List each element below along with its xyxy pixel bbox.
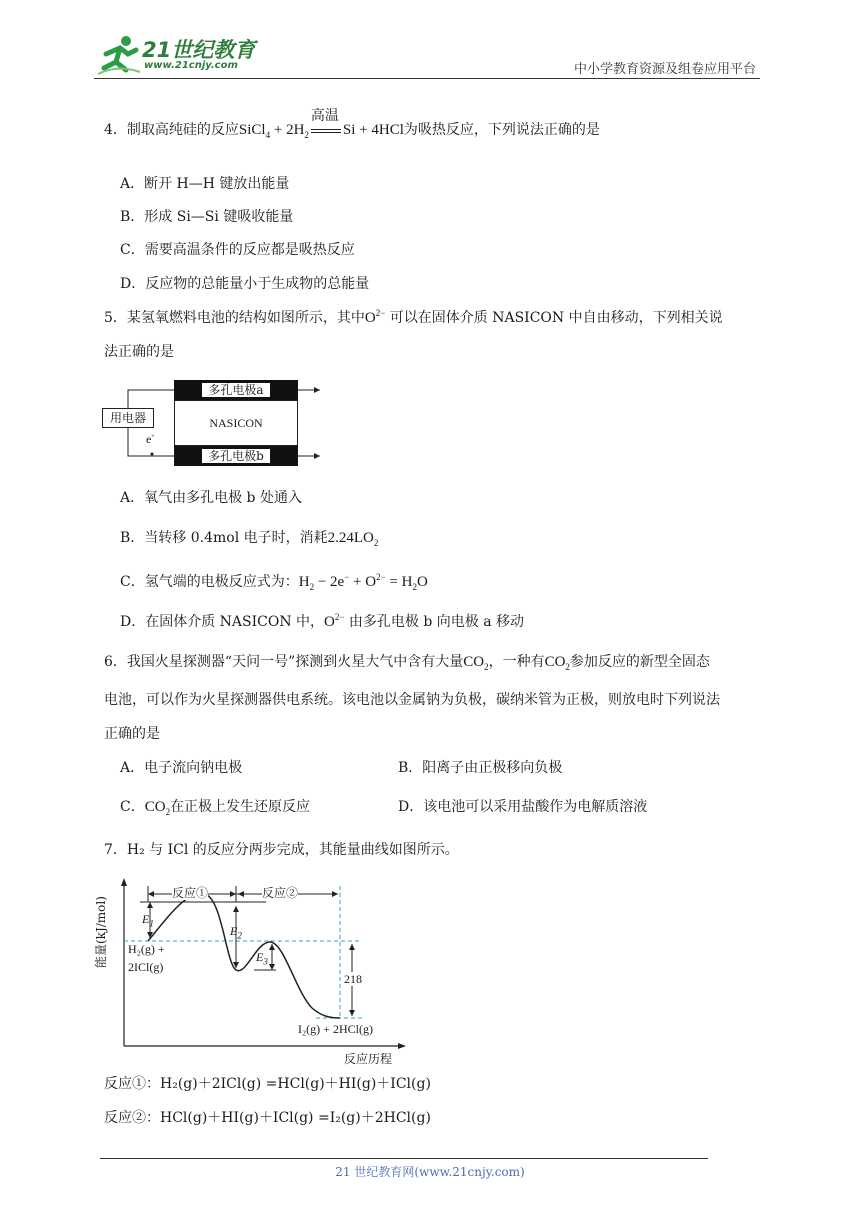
q6-stem-line3: 正确的是 [104,726,160,742]
energy-profile-diagram [94,872,410,1066]
electrode-a-label: 多孔电极a [202,383,270,397]
header-rule [94,78,760,79]
header [0,0,860,80]
step2-label: 反应② [262,886,299,900]
q4-stem: 4．制取高纯硅的反应SiCl$_4$ + $2H_2$ 高温 Si + 4HCl为吸热反应，下列说法正确的是 [104,108,600,140]
q6-option-b: B．阳离子由正极移向负极 [398,760,563,776]
q4-option-d: D．反应物的总能量小于生成物的总能量 [120,276,370,292]
logo-url: www.21cnjy.com [144,60,238,71]
fuel-cell-diagram [98,378,328,472]
axis-y-label: 能量(kJ/mol) [94,896,108,968]
reactant-label-line2: 2ICl(g) [128,960,164,974]
q6-option-c: C．$CO_2$在正极上发生还原反应 [120,799,311,817]
q5-option-d: D．在固体介质 NASICON 中，$O^{2-}$ 由多孔电极 b 向电极 a 移动 [120,612,525,630]
q7-reaction-2: 反应②：HCl(g)＋HI(g)＋ICl(g) =I₂(g)＋2HCl(g) [104,1110,431,1126]
axis-x-label: 反应历程 [344,1052,393,1066]
electron-label: e- [146,430,155,446]
header-right-text: 中小学教育资源及组卷应用平台 [574,62,757,77]
reaction-condition: 高温 [309,120,343,140]
q5-stem-line1: 5．某氢氧燃料电池的结构如图所示，其中$O^{2-}$ 可以在固体介质 NASICON 中自由移动，下列相关说 [104,308,723,326]
q5-option-b: B．当转移 0.4mol 电子时，消耗$2.24LO_2$ [120,530,379,548]
logo-text: 21世纪教育 [142,38,256,62]
delta-h-value: 218 [344,972,362,986]
electrical-device-label: 用电器 [109,411,146,425]
q4-option-b: B．形成 Si—Si 键吸收能量 [120,209,294,225]
nasicon-label: NASICON [198,416,274,430]
footer-rule [100,1158,708,1159]
q6-option-d: D．该电池可以采用盐酸作为电解质溶液 [398,799,648,815]
electrode-b-label: 多孔电极b [202,449,270,463]
footer-text: 21 世纪教育网(www.21cnjy.com) [335,1165,525,1179]
step1-label: 反应① [172,886,209,900]
e3-label: $E_3$ [256,950,268,967]
q5-option-a: A．氧气由多孔电极 b 处通入 [120,490,302,506]
q6-stem-line2: 电池，可以作为火星探测器供电系统。该电池以金属钠为负极，碳纳米管为正极，则放电时下列说法 [104,692,720,708]
product-label: I₂(g) + 2HCl(g) [298,1022,373,1036]
q6-stem-line1: 6．我国火星探测器“天问一号”探测到火星大气中含有大量$CO_2$，一种有$CO_2$参加反应的新型全固态 [104,654,710,672]
q6-option-a: A．电子流向钠电极 [120,760,243,776]
reactant-label-line1: H₂(g) + [128,942,165,956]
q5-stem-line2: 法正确的是 [104,344,174,360]
e1-label: $E_1$ [142,912,154,929]
e2-label: $E_2$ [230,924,242,941]
q4-option-c: C．需要高温条件的反应都是吸热反应 [120,242,355,258]
q5-option-c: C．氢气端的电极反应式为：$H_2 - 2e^- + O^{2-} = H_2O$ [120,572,428,592]
q7-stem: 7．H₂ 与 ICl 的反应分两步完成，其能量曲线如图所示。 [104,842,459,858]
q7-reaction-1: 反应①：H₂(g)＋2ICl(g) =HCl(g)＋HI(g)＋ICl(g) [104,1076,431,1092]
q4-option-a: A．断开 H—H 键放出能量 [120,176,290,192]
logo [96,34,266,78]
runner-logo-icon [96,34,142,76]
